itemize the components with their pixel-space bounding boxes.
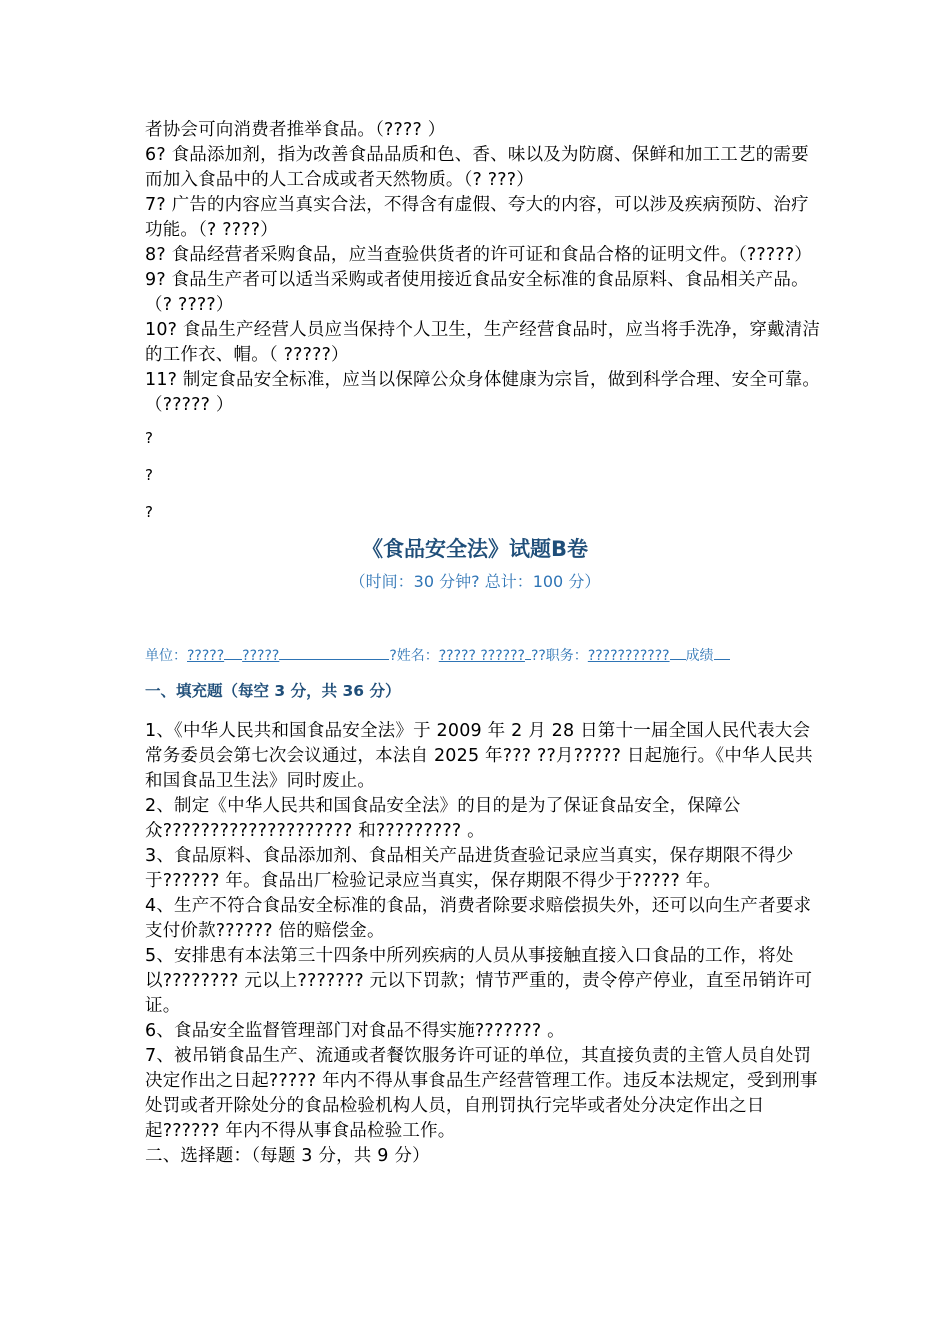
fill-question-item: 1、《中华人民共和国食品安全法》于 2009 年 2 月 28 日第十一届全国人民代表大会常务委员会第七次会议通过，本法自 2025 年??? ??月????? 日起施行。《中华人民共和国食品卫生法》同时废止。	[145, 721, 813, 791]
unit-blank	[279, 645, 389, 660]
job-blank	[670, 645, 686, 660]
name-label: ?姓名：	[389, 648, 439, 664]
placeholder-mark: ?	[145, 466, 153, 484]
unit-value: ?????	[242, 648, 280, 664]
section-heading-choice: 二、选择题：（每题 3 分，共 9 分）	[145, 1146, 430, 1166]
score-label: 成绩	[685, 648, 714, 664]
tf-question-list	[145, 118, 825, 418]
unit-blank	[224, 645, 242, 660]
tf-question-item: 9? 食品生产者可以适当采购或者使用接近食品安全标准的食品原料、食品相关产品。（? ????）	[145, 270, 809, 315]
fill-question-item: 5、安排患有本法第三十四条中所列疾病的人员从事接触直接入口食品的工作，将处以???????? 元以上??????? 元以下罚款；情节严重的，责令停产停业，直至吊销许可证。	[145, 946, 813, 1016]
score-blank	[714, 645, 730, 660]
fill-question-item: 6、食品安全监督管理部门对食品不得实施??????? 。	[145, 1021, 565, 1041]
fill-question-item: 7、被吊销食品生产、流通或者餐饮服务许可证的单位，其直接负责的主管人员自处罚决定作出之日起????? 年内不得从事食品生产经营管理工作。违反本法规定，受到刑事处罚或者开除处分的食品检验机构人员，自刑罚执行完毕或者处分决定作出之日起?????? 年内不得从事食品检验工作。	[145, 1046, 818, 1141]
placeholder-mark: ?	[145, 429, 153, 447]
fill-question-item: 4、生产不符合食品安全标准的食品，消费者除要求赔偿损失外，还可以向生产者要求支付价款?????? 倍的赔偿金。	[145, 896, 812, 941]
tf-question-item: 11? 制定食品安全标准，应当以保障公众身体健康为宗旨，做到科学合理、安全可靠。（????? ）	[145, 370, 821, 415]
job-label: ??职务：	[530, 648, 588, 664]
job-value: ???????????	[587, 648, 670, 664]
tf-question-item: 8? 食品经营者采购食品，应当查验供货者的许可证和食品合格的证明文件。（?????）	[145, 245, 813, 265]
fill-question-item: 2、制定《中华人民共和国食品安全法》的目的是为了保证食品安全，保障公众???????????????????? 和????????? 。	[145, 796, 741, 841]
exam-info-line	[145, 645, 825, 665]
fill-question-list	[145, 719, 825, 1169]
tf-question-item: 7? 广告的内容应当真实合法，不得含有虚假、夸大的内容，可以涉及疾病预防、治疗功能。（? ????）	[145, 195, 809, 240]
fill-question-item: 3、食品原料、食品添加剂、食品相关产品进货查验记录应当真实，保存期限不得少于?????? 年。食品出厂检验记录应当真实，保存期限不得少于????? 年。	[145, 846, 794, 891]
document-page	[145, 118, 825, 1169]
unit-label: 单位：	[145, 648, 187, 664]
section-heading-fill: 一、填充题（每空 3 分，共 36 分）	[145, 682, 401, 700]
placeholder-mark: ?	[145, 503, 153, 521]
tf-question-item: 10? 食品生产经营人员应当保持个人卫生，生产经营食品时，应当将手洗净，穿戴清洁的工作衣、帽。（ ?????）	[145, 320, 821, 365]
exam-title: 《食品安全法》试题B卷	[361, 537, 588, 561]
exam-subtitle: （时间：30 分钟? 总计：100 分）	[349, 572, 601, 591]
tf-question-item: 6? 食品添加剂，指为改善食品品质和色、香、味以及为防腐、保鲜和加工工艺的需要而加入食品中的人工合成或者天然物质。（? ???）	[145, 145, 809, 190]
name-value: ????? ??????	[438, 648, 525, 664]
tf-question-item: 者协会可向消费者推举食品。（???? ）	[145, 120, 446, 140]
unit-value: ?????	[187, 648, 225, 664]
